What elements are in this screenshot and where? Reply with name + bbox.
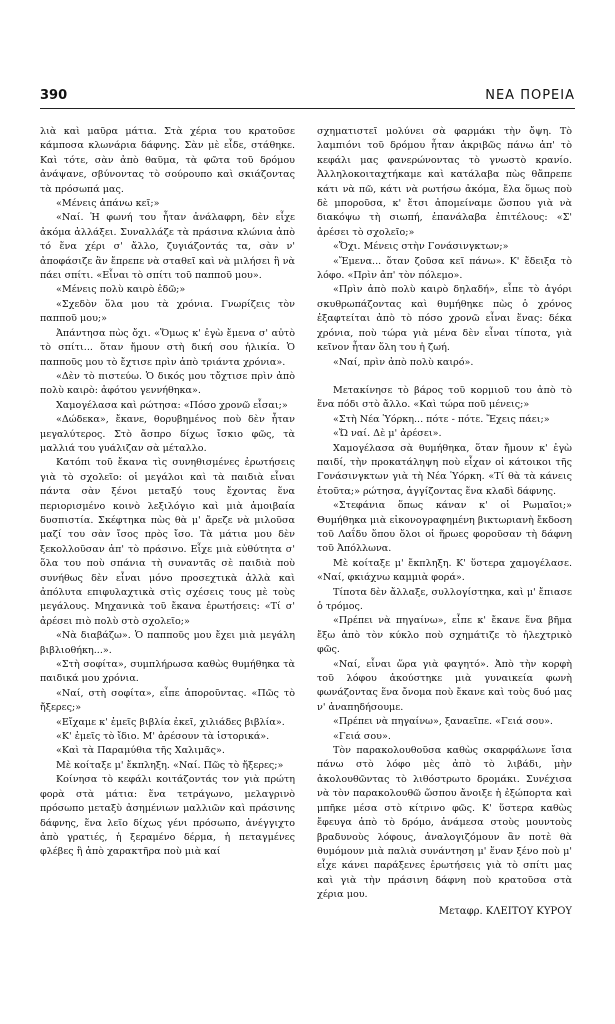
paragraph: «Ναί, στὴ σοφίτα», εἶπε ἀποροῦντας. «Πῶς τὸ ἤξερες;» (40, 687, 295, 714)
paragraph: Κοίνησα τὸ κεφάλι κοιτάζοντάς τον γιὰ πρώτη φορὰ στὰ μάτια: ἕνα τετράγωνο, μελαγρινὸ πρόσωπο μεταξὺ ἀσημένιων μαλλιῶν καὶ πράσινης δάφνης, ἕνα λεῖο δίχως γένι πρόσωπο, ἀνέγγιχτο ἀπὸ γρατιές, ἡ ξεραμένο δέρμα, ἡ πεταγμένες φλέβες ἢ ἀπὸ χαρακτῆρα ποὺ μιὰ καί (40, 774, 295, 858)
paragraph: Μὲ κοίταξε μ' ἔκπληξη. Κ' ὕστερα χαμογέλασε. «Ναί, φκιάχνω καμμιὰ φορά». (317, 557, 572, 584)
left-column (40, 125, 295, 860)
paragraph: «Γειά σου». (333, 730, 391, 742)
paragraph: «Ἔμενα... ὅταν ζοῦσα κεῖ πάνω». Κ' ἔδειξα τὸ λόφο. «Πρὶν ἀπ' τὸν πόλεμο». (317, 255, 572, 282)
paragraph: «Πρέπει νὰ πηγαίνω», εἶπε κ' ἔκανε ἕνα βῆμα ἔξω ἀπὸ τὸν κύκλο ποὺ σχημάτιζε τὸ ἠλεχτρικὸ φῶς. (317, 615, 572, 656)
paragraph: «Δώδεκα», ἔκανε, θορυβημένος ποὺ δὲν ἦταν μεγαλύτερος. Στὸ ἄσπρο δίχως ἴσκιο φῶς, τὰ μαλλιά του γυάλιζαν σὰ μέταλλο. (40, 414, 295, 454)
paragraph: «Πρὶν ἀπὸ πολὺ καιρὸ δηλαδή», εἶπε τὸ ἀγόρι σκυθρωπάζοντας καὶ θυμήθηκε πὼς ὁ χρόνος ἐξαφτείται ἀπὸ τὸ πόσο χρονῶ εἶναι ἕνας: δέκα χρόνια, ποὺ τώρα γιὰ μένα δὲν εἶναι τίποτα, γιὰ κεῖνον ἦταν ὅλη του ἡ ζωή. (317, 284, 572, 354)
paragraph: σχηματιστεῖ μολύνει σὰ φαρμάκι τὴν ὄψη. Τὸ λαμπιόνι τοῦ δρόμου ἦταν ἀκριβῶς πάνω ἀπ' τὸ κεφάλι μας φανερώνοντας τὸ γνωστὸ κρανίο. Ἀλληλοκοιταχτήκαμε καὶ κατάλαβα πὼς θἄπρεπε κάτι νὰ πῶ, κάτι νὰ ρωτήσω ἀκόμα, ἔλα ὅμως ποὺ δὲ μποροῦσα, κ' ἔτσι ἀπομείναμε ὥσπου γιὰ νὰ διακόψω τὴ σιωπή, ἐπανάλαβα ἐπιτέλους: «Σ' ἀρέσει τὸ σχολεῖο;» (317, 126, 572, 238)
paragraph: «Νὰ διαβάζω». Ὁ παπποῦς μου ἔχει μιὰ μεγάλη βιβλιοθήκη...». (40, 630, 295, 656)
paragraph: Κατόπι τοῦ ἔκανα τὶς συνηθισμένες ἐρωτήσεις γιὰ τὸ σχολεῖο: οἱ μεγάλοι καὶ τὰ παιδιὰ εἶναι πάντα σὰν ξένοι μεταξύ τους ἔχοντας ἕνα περιορισμένο κοινὸ λεξιλόγιο καὶ μιὰ ἀμοιβαία δυσπιστία. Σκέφτηκα πὼς θὰ μ' ἄρεζε νὰ μιλοῦσα μαζί του σὰν ἴσος πρὸς ἴσο. Τὰ μάτια μου δὲν ξεκολλοῦσαν ἀπ' τὸ πράσινο. Εἶχε μιὰ εὐθύτητα σ' ὅλα του ποὺ σπάνια τὴ συναντᾶς σὲ παιδιὰ ποὺ συνήθως δὲν εἶναι μόνο προσεχτικὰ ἀλλὰ καὶ ἀπόλυτα επιφυλαχτικὰ στὶς σχέσεις τους μὲ τοὺς μεγάλους. Μηχανικὰ τοῦ ἔκανα ἐρωτήσεις: «Τί σ' ἀρέσει πιὸ πολὺ στὸ σχολεῖο;» (40, 457, 295, 627)
paragraph: «Μένεις ἀπάνω κεῖ;» (56, 198, 160, 210)
paragraph: «Στὴ Νέα Ὑόρκη... πότε - πότε. Ἔχεις πάει;» (333, 413, 550, 425)
paragraph: Μετακίνησε τὸ βάρος τοῦ κορμιοῦ του ἀπὸ τὸ ἕνα πόδι στὸ ἄλλο. «Καὶ τώρα ποῦ μένεις;» (317, 384, 572, 411)
page-number: 390 (40, 88, 68, 103)
running-header (40, 86, 575, 109)
paragraph: «Κ' ἐμεῖς τὸ ἴδιο. Μ' ἀρέσουν τὰ ἱστορικά». (56, 731, 270, 743)
paragraph: «Ὤ ναί. Δὲ μ' ἀρέσει». (333, 428, 442, 440)
paragraph: Χαμογέλασα καὶ ρώτησα: «Πόσο χρονῶ εἶσαι;» (56, 399, 288, 411)
paragraph: «Δὲν τὸ πιστεύω. Ὁ δικός μου τὄχτισε πρὶν ἀπὸ πολὺ καιρὸ: ἀφότου γεννήθηκα». (40, 370, 295, 397)
paragraph: «Ναί. Ἡ φωνή του ἦταν ἀνάλαφρη, δὲν εἶχε ἀκόμα ἀλλάξει. Συναλλάζε τὰ πράσινα κλώνια ἀπὸ τό ἕνα χέρι σ' ἄλλο, ζυγιάζοντάς τα, σὰν ν' ἀποφάσιζε ἂν ἔπρεπε νὰ σταθεῖ καὶ νὰ μιλήσει ἢ νὰ πάει σπίτι. «Εἶναι τὸ σπίτι τοῦ παπποῦ μου». (40, 212, 295, 282)
paragraph: Χαμογέλασα σὰ θυμήθηκα, ὅταν ἤμουν κ' ἐγὼ παιδί, τὴν προκατάληψη ποὺ εἶχαν οἱ κάτοικοι τῆς Γονάσινγκτων γιὰ τὴ Νέα Ὑόρκη. «Τί θὰ τὰ κάνεις ἐτοῦτα;» ρώτησα, ἀγγίζοντας ἕνα κλαδὶ δάφνης. (317, 442, 572, 497)
paragraph: «Εἴχαμε κ' ἐμεῖς βιβλία ἐκεῖ, χιλιάδες βιβλία». (56, 716, 285, 728)
paragraph: «Σχεδὸν ὅλα μου τὰ χρόνια. Γνωρίζεις τὸν παπποῦ μου;» (40, 298, 295, 325)
right-column (317, 125, 572, 919)
paragraph: «Ὄχι. Μένεις στὴν Γονάσινγκτων;» (333, 241, 509, 253)
paragraph: «Μένεις πολὺ καιρὸ ἐδῶ;» (56, 284, 186, 296)
paragraph: «Στὴ σοφίτα», συμπλήρωσα καθὼς θυμήθηκα τὰ παιδικά μου χρόνια. (40, 659, 295, 685)
paragraph: «Πρέπει νὰ πηγαίνω», ξαναεῖπε. «Γειά σου». (333, 716, 553, 728)
paragraph: Ἀπάντησα πὼς ὄχι. «Ὅμως κ' ἐγὼ ἔμενα σ' αὐτὸ τὸ σπίτι... ὅταν ἤμουν στὴ δική σου ἡλικία. Ὁ παπποῦς μου τὸ ἔχτισε πρὶν ἀπὸ τριάντα χρόνια». (40, 327, 295, 368)
paragraph: Τὸν παρακολουθοῦσα καθὼς σκαρφάλωνε ἴσια πάνω στὸ λόφο μὲς ἀπὸ τὸ λιβάδι, μὴν ἀκολουθῶντας τὸ λιθόστρωτο δρομάκι. Συνέχισα νὰ τὸν παρακολουθῶ ὥσπου ἄνοιξε ἡ ἐξώπορτα καὶ μπῆκε μέσα στὸ κίτρινο φῶς. Κ' ὕστερα καθὼς ἔφευγα ἀπὸ τὸ δρόμο, ἀνάμεσα στοὺς μουντοὺς βραδυνοὺς λόφους, ἀναλογιζόμουν ἂν ποτὲ θὰ θυμόμουν μιὰ παλιὰ συνάντηση μ' ἕναν ξένο ποὺ μ' εἶχε κάνει παράξενες ἐρωτήσεις γιὰ τὸ σπίτι μας καὶ γιὰ τὴν πράσινη δάφνη ποὺ κρατοῦσα στὰ χέρια μου. (317, 745, 572, 901)
paragraph: Μὲ κοίταξε μ' ἔκπληξη. «Ναί. Πῶς τὸ ἤξερες;» (56, 759, 284, 771)
paragraph: «Ναί, εἶναι ὥρα γιὰ φαγητό». Ἀπὸ τὴν κορφὴ τοῦ λόφου ἀκούστηκε μιὰ γυναικεία φωνὴ φωνάζοντας ἕνα ὄνομα ποὺ ἔκανε καὶ τοὺς δυό μας ν' ἀναπηδήσουμε. (317, 658, 572, 713)
paragraph: Τίποτα δὲν ἄλλαξε, συλλογίστηκα, καὶ μ' ἔπιασε ὁ τρόμος. (317, 586, 572, 612)
translator-signature: Μεταφρ. ΚΛΕΙΤΟΥ ΚΥΡΟΥ (438, 905, 572, 917)
paragraph: λιὰ καὶ μαῦρα μάτια. Στὰ χέρια του κρατοῦσε κάμποσα κλωνάρια δάφνης. Σὰν μὲ εἶδε, στάθηκε. Καὶ τότε, σὰν ἀπὸ θαῦμα, τὰ φῶτα τοῦ δρόμου ἀνάψανε, σβύνοντας τὸ σούρουπο καὶ σκιάζοντας τὰ πρόσωπά μας. (40, 126, 295, 195)
paragraph: «Στεφάνια ὅπως κάναν κ' οἱ Ρωμαῖοι;» Θυμήθηκα μιὰ εἰκονογραφημένη βικτωριανὴ ἔκδοση τοῦ Λαΐδυ ὅπου ὅλοι οἱ ἥρωες φοροῦσαν τὴ δάφνη τοῦ Ἀπόλλωνα. (317, 500, 572, 555)
journal-title: ΝΕΑ ΠΟΡΕΙΑ (485, 88, 575, 103)
paragraph: «Καὶ τὰ Παραμύθια τῆς Χαλιμᾶς». (56, 745, 225, 757)
paragraph: «Ναί, πρὶν ἀπὸ πολὺ καιρό». (333, 356, 474, 368)
